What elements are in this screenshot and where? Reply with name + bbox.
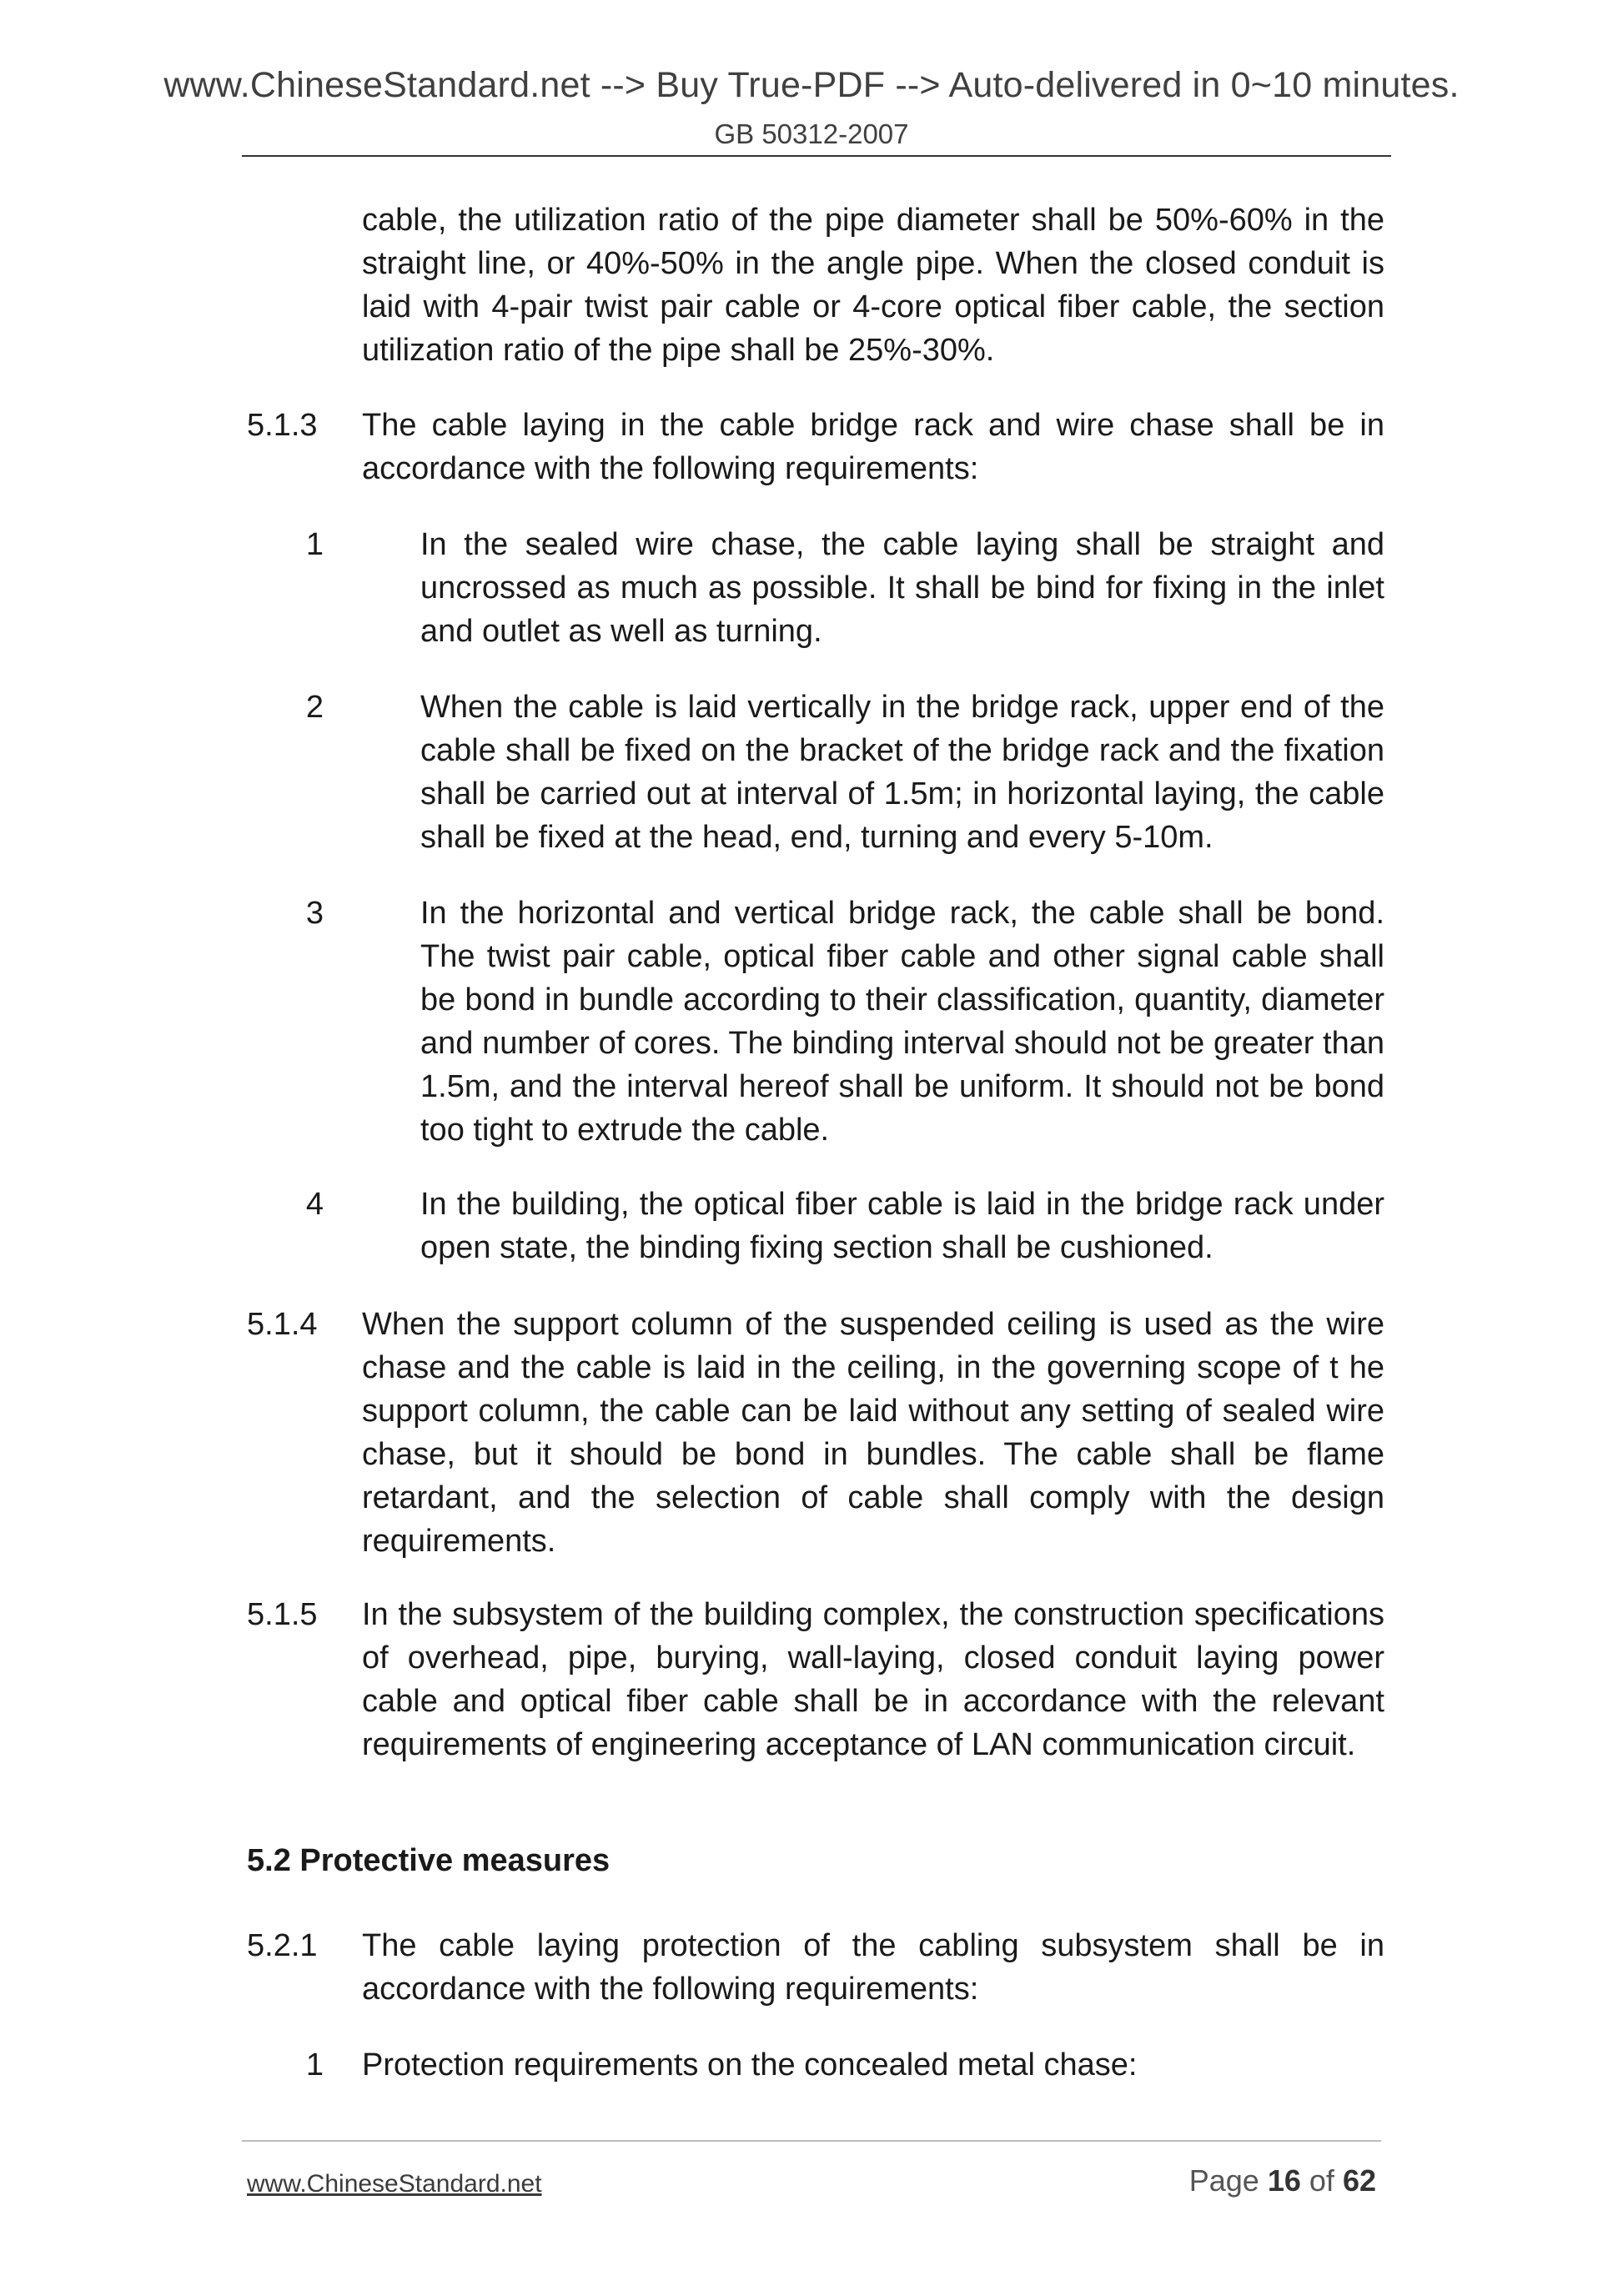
clause-text-5-1-3: The cable laying in the cable bridge rack and wire chase shall be in accordance with the following requirements: <box>362 408 1384 486</box>
standard-code: GB 50312-2007 <box>714 118 909 149</box>
footer-divider <box>242 2140 1381 2142</box>
clause-number-5-1-5: 5.1.5 <box>247 1597 318 1632</box>
item-number-2: 2 <box>305 690 324 725</box>
page-of: of <box>1309 2163 1334 2198</box>
section-heading: 5.2 Protective measures <box>247 1843 611 1878</box>
clause-number-5-1-3: 5.1.3 <box>247 408 318 443</box>
footer-site-link[interactable]: www.ChineseStandard.net <box>247 2170 542 2198</box>
item-number-3: 3 <box>305 896 324 931</box>
header-banner[interactable]: www.ChineseStandard.net --> Buy True-PDF --> Auto-delivered in 0~10 minutes. <box>163 65 1460 105</box>
page-indicator <box>1189 2163 1376 2198</box>
item-text-5-2-1-1: Protection requirements on the concealed metal chase: <box>362 2047 1138 2082</box>
item-number-1: 1 <box>305 527 324 562</box>
item-text-1: In the sealed wire chase, the cable laying shall be straight and uncrossed as much as possible. It shall be bind for fixing in the inlet and outlet as well as turning. <box>420 527 1384 649</box>
clause-text-5-2-1: The cable laying protection of the cabling subsystem shall be in accordance with the following requirements: <box>362 1928 1384 2007</box>
item-text-2: When the cable is laid vertically in the bridge rack, upper end of the cable shall be fixed on the bracket of the bridge rack and the fixation shall be carried out at interval of 1.5m; in horizontal laying, the cable shall be fixed at the head, end, turning and every 5-10m. <box>420 690 1384 855</box>
page-word: Page <box>1188 2163 1259 2198</box>
clause-number-5-1-4: 5.1.4 <box>247 1307 318 1342</box>
item-text-3: In the horizontal and vertical bridge rack, the cable shall be bond. The twist pair cable, optical fiber cable and other signal cable shall be bond in bundle according to their classification, quantity, diameter and number of cores. The binding interval should not be greater than 1.5m, and the interval hereof shall be uniform. It should not be bond too tight to extrude the cable. <box>420 896 1384 1148</box>
header-divider <box>242 155 1391 157</box>
item-text-4: In the building, the optical fiber cable is laid in the bridge rack under open state, the binding fixing section shall be cushioned. <box>420 1187 1384 1265</box>
item-number-5-2-1-1: 1 <box>305 2047 324 2082</box>
continuation-paragraph: cable, the utilization ratio of the pipe diameter shall be 50%-60% in the straight line, or 40%-50% in the angle pipe. When the closed conduit is laid with 4-pair twist pair cable or 4-core optical fiber cable, the section utilization ratio of the pipe shall be 25%-30%. <box>362 203 1384 368</box>
clause-text-5-1-4: When the support column of the suspended ceiling is used as the wire chase and the cable is laid in the ceiling, in the governing scope of t he support column, the cable can be laid without any setting of sealed wire chase, but it should be bond in bundles. The cable shall be flame retardant, and the selection of cable shall comply with the design requirements. <box>362 1307 1384 1559</box>
clause-text-5-1-5: In the subsystem of the building complex, the construction specifications of overhead, pipe, burying, wall-laying, closed conduit laying power cable and optical fiber cable shall be in accordance with the relevant requirements of engineering acceptance of LAN communication circuit. <box>362 1597 1384 1762</box>
page-total: 62 <box>1342 2163 1376 2198</box>
clause-number-5-2-1: 5.2.1 <box>247 1928 318 1963</box>
item-number-4: 4 <box>305 1187 324 1222</box>
page-current: 16 <box>1267 2163 1301 2198</box>
